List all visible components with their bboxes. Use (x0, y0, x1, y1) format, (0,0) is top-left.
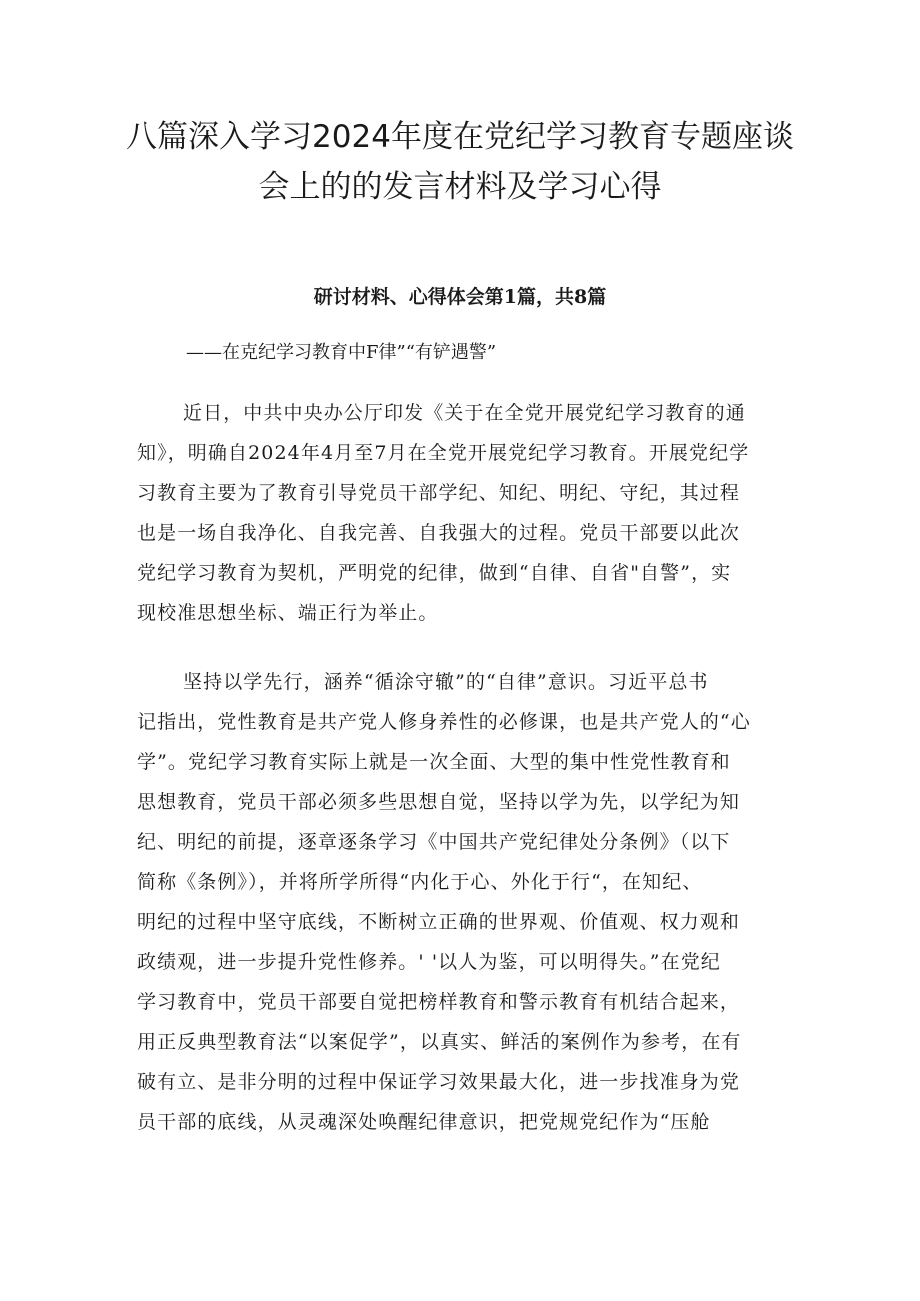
paragraph-line: 习教育主要为了教育引导党员干部学纪、知纪、明纪、守纪，其过程 (137, 482, 741, 504)
body-paragraph (137, 662, 797, 1142)
paragraph-line: 简称《条例》），并将所学所得“内化于心、外化于行“，在知纪、 (137, 871, 703, 893)
title-line: 八篇深入学习2024年度在党纪学习教育专题座谈 (126, 119, 794, 155)
paragraph-line: 也是一场自我净化、自我完善、自我强大的过程。党员干部要以此次 (137, 522, 741, 544)
body-paragraph (137, 393, 797, 633)
paragraph-line: 知》，明确自2024年4月至7月在全党开展党纪学习教育。开展党纪学 (137, 442, 750, 464)
paragraph-line: 记指出，党性教育是共产党人修身养性的必修课，也是共产党人的“心 (137, 711, 751, 733)
paragraph-line: 明纪的过程中坚守底线，不断树立正确的世界观、价值观、权力观和 (137, 911, 741, 933)
paragraph-line: 破有立、是非分明的过程中保证学习效果最大化，进一步找准身为党 (137, 1071, 741, 1093)
title-line: 会上的的发言材料及学习心得 (258, 169, 662, 205)
paragraph-line: 员干部的底线，从灵魂深处唤醒纪律意识，把党规党纪作为“压舱 (137, 1111, 711, 1133)
paragraph-line: 党纪学习教育为契机，严明党的纪律，做到“自律、自省"自警”，实 (137, 562, 732, 584)
paragraph-line: 学习教育中，党员干部要自觉把榜样教育和警示教育有机结合起来， (137, 991, 741, 1013)
paragraph-line: 政绩观，进一步提升党性修养。' '以人为鉴，可以明得失。”在党纪 (137, 951, 721, 973)
paragraph-line: 现校准思想坐标、端正行为举止。 (137, 602, 439, 624)
paragraph-line: 学”。党纪学习教育实际上就是一次全面、大型的集中性党性教育和 (137, 751, 731, 773)
document-subtitle: 研讨材料、心得体会第1篇，共8篇 (313, 286, 607, 308)
paragraph-line: 纪、明纪的前提，逐章逐条学习《中国共产党纪律处分条例》（以下 (137, 831, 731, 853)
paragraph-line: 用正反典型教育法“以案促学”，以真实、鲜活的案例作为参考，在有 (137, 1031, 742, 1053)
paragraph-line: 近日，中共中央办公厅印发《关于在全党开展党纪学习教育的通 (183, 402, 746, 424)
paragraph-line: 思想教育，党员干部必须多些思想自觉，坚持以学为先，以学纪为知 (137, 791, 741, 813)
document-title (100, 112, 820, 212)
paragraph-line: 坚持以学先行，涵养“循涂守辙”的“自律”意识。习近平总书 (183, 671, 709, 693)
document-tagline: ——在克纪学习教育中F律”“有铲遇警” (186, 342, 497, 363)
